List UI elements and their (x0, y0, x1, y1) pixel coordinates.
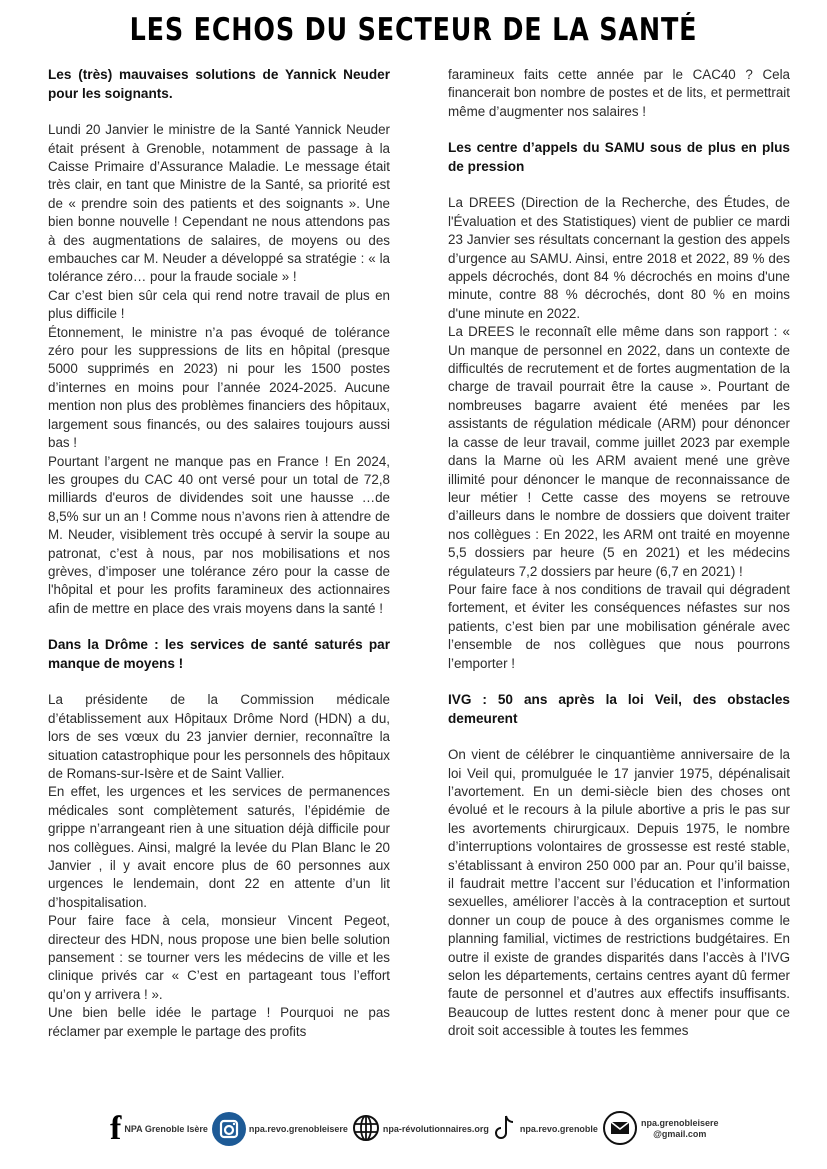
paragraph: La DREES (Direction de la Recherche, des Études, de l'Évaluation et des Statistiques) vient de publier ce mardi 23 Janvier ses résultats concernant la gestion des appels d’urgence au SAMU. Ainsi, entre 2018 et 2022, 89 % des appels décrochés, dont 84 % décrochés en moins d'une minute, contre 88 % décrochés, dont 80 % en moins d'une minute en 2022. (448, 195, 790, 321)
facebook-label: NPA Grenoble Isère (124, 1124, 208, 1134)
instagram-icon (212, 1112, 246, 1146)
article-drome (48, 636, 390, 1041)
article-title: Les (très) mauvaises solutions de Yannick Neuder pour les soignants. (48, 67, 390, 101)
email-label-line2: @gmail.com (653, 1129, 707, 1139)
website-link[interactable] (352, 1114, 489, 1144)
article-title: IVG : 50 ans après la loi Veil, des obstacles demeurent (448, 691, 790, 726)
paragraph: Pourtant l’argent ne manque pas en France ! En 2024, les groupes du CAC 40 ont versé pour un total de 72,8 milliards d'euros de dividendes soit une hausse …de 8,5% sur un an ! Comme nous n’avons rien à attendre de M. Neuder, visiblement très occupé à servir la soupe au patronat, c’est à nous, par nos mobilisations et nos grèves, d’imposer une tolérance zéro pour la casse de l'hôpital et pour les profits faramineux des actionnaires afin de mettre en place des vrais moyens dans la santé ! (48, 453, 390, 616)
page-title: LES ECHOS DU SECTEUR DE LA SANTÉ (129, 12, 698, 48)
paragraph: On vient de célébrer le cinquantième anniversaire de la loi Veil qui, promulguée le 17 janvier 1975, dépénalisait l’avortement. En un demi-siècle bien des choses ont évolué et le recours à la pilule abortive a pris le pas sur les avortements chirurgicaux. Depuis 1975, le nombre d’interruptions volontaires de grossesse est resté stable, s’établissant à environ 250 000 par an. Pour qu’il baisse, il faudrait mettre l’accent sur l’éducation et l’information sexuelles, améliorer l’accès à la contraception et surtout donner un coup de pouce à des organismes comme le planning familial, victimes de restrictions budgétaires. En outre il existe de grandes disparités dans l’accès à l’IVG selon les départements, certains centres ayant dû fermer faute de personnel et d’autres aux effectifs insuffisants. Beaucoup de luttes restent donc à mener pour que ce droit soit accessible à toutes les femmes (448, 747, 790, 1039)
right-column (448, 66, 790, 1041)
paragraph: Car c’est bien sûr cela qui rend notre travail de plus en plus difficile ! (48, 287, 390, 322)
email-link[interactable] (602, 1110, 719, 1148)
paragraph: Pour faire face à cela, monsieur Vincent Pegeot, directeur des HDN, nous propose une bien belle solution pansement : se tourner vers les médecins de ville et les clinique privés car « C’est en partageant tous l’effort qu’on y arrivera ! ». (48, 913, 390, 1002)
instagram-link[interactable] (212, 1112, 348, 1146)
footer-contacts (110, 1104, 722, 1154)
article-samu (448, 139, 790, 673)
paragraph: En effet, les urgences et les services de permanences médicales sont complètement saturés, l’épidémie de grippe n’arrangeant rien à une situation déjà difficile pour nos collègues. Ainsi, malgré la levée du Plan Blanc le 20 Janvier , il y avait encore plus de 60 personnes aux urgences le lendemain, dont 22 en attente d’un lit d’hospitalisation. (48, 784, 390, 910)
instagram-label: npa.revo.grenobleisere (248, 1124, 348, 1134)
left-column (48, 66, 390, 1041)
website-label: npa-révolutionnaires.org (382, 1124, 489, 1134)
tiktok-icon (493, 1113, 517, 1145)
envelope-icon (602, 1110, 638, 1148)
paragraph: La DREES le reconnaît elle même dans son rapport : « Un manque de personnel en 2022, dans un contexte de difficultés de recrutement et de fortes augmentation de la charge de travail pourrait être la cause ». Pourtant de nombreuses bagarre avaient été menées par les assistants de régulation médicale (ARM) pour dénoncer la casse de leur travail, comme juillet 2023 par exemple dans la Marne où les ARM avaient mené une grève illimité pour dénoncer le manque de reconnaissance de leur métier ! Cette casse des moyens se retrouve d’ailleurs dans le nombre de dossiers que doivent traiter nos collègues : En 2022, les ARM ont traité en moyenne 5,5 dossiers par heure (5 en 2021) et les médecins régulateurs 7,2 dossiers par heure (6,7 en 2021) ! (448, 324, 790, 579)
facebook-link[interactable] (110, 1112, 208, 1146)
article-title: Dans la Drôme : les services de santé saturés par manque de moyens ! (48, 637, 390, 671)
tiktok-link[interactable] (493, 1113, 598, 1145)
paragraph: Une bien belle idée le partage ! Pourquoi ne pas réclamer par exemple le partage des profits (48, 1005, 390, 1039)
tiktok-label: npa.revo.grenoble (519, 1124, 598, 1134)
paragraph: Étonnement, le ministre n’a pas évoqué de tolérance zéro pour les suppressions de lits en hôpital (presque 5000 supprimés en 2023) ni pour les 1500 postes d’internes en moins pour l’année 2024-2025. Aucune mention non plus des problèmes financiers des hôpitaux, largement sous financés, ou des salaires toujours aussi bas ! (48, 324, 390, 451)
globe-icon (352, 1114, 380, 1144)
email-label-line1: npa.grenobleisere (640, 1118, 719, 1128)
facebook-icon: f (110, 1110, 122, 1147)
paragraph: La présidente de la Commission médicale d’établissement aux Hôpitaux Drôme Nord (HDN) a du, lors de ses vœux du 23 janvier dernier, reconnaître la situation catastrophique pour les personnels des hôpitaux de Romans-sur-Isère et de Saint Vallier. (48, 692, 390, 781)
paragraph: Lundi 20 Janvier le ministre de la Santé Yannick Neuder était présent à Grenoble, notamment de passage à la Caisse Primaire d’Assurance Maladie. Le message était très clair, en tant que Ministre de la Santé, sa priorité est de « prendre soin des patients et des soignants ». Une bien bonne nouvelle ! Cependant ne nous attendons pas à des augmentations de salaires, de moyens ou des embauches car M. Neuder a développé sa stratégie : « la tolérance zéro… pour la fraude sociale » ! (48, 122, 390, 285)
paragraph-continued: faramineux faits cette année par le CAC40 ? Cela financerait bon nombre de postes et de lits, et permettrait même d’augmenter nos salaires ! (448, 67, 790, 119)
article-ivg (448, 691, 790, 1041)
article-title: Les centre d’appels du SAMU sous de plus en plus de pression (448, 140, 790, 174)
article-neuder (48, 66, 390, 618)
paragraph: Pour faire face à nos conditions de travail qui dégradent fortement, et éviter les conséquences néfastes sur nos patients, c’est bien par une mobilisation générale avec l’ensemble de nos collègues que nous pourrons l’emporter ! (448, 581, 790, 671)
